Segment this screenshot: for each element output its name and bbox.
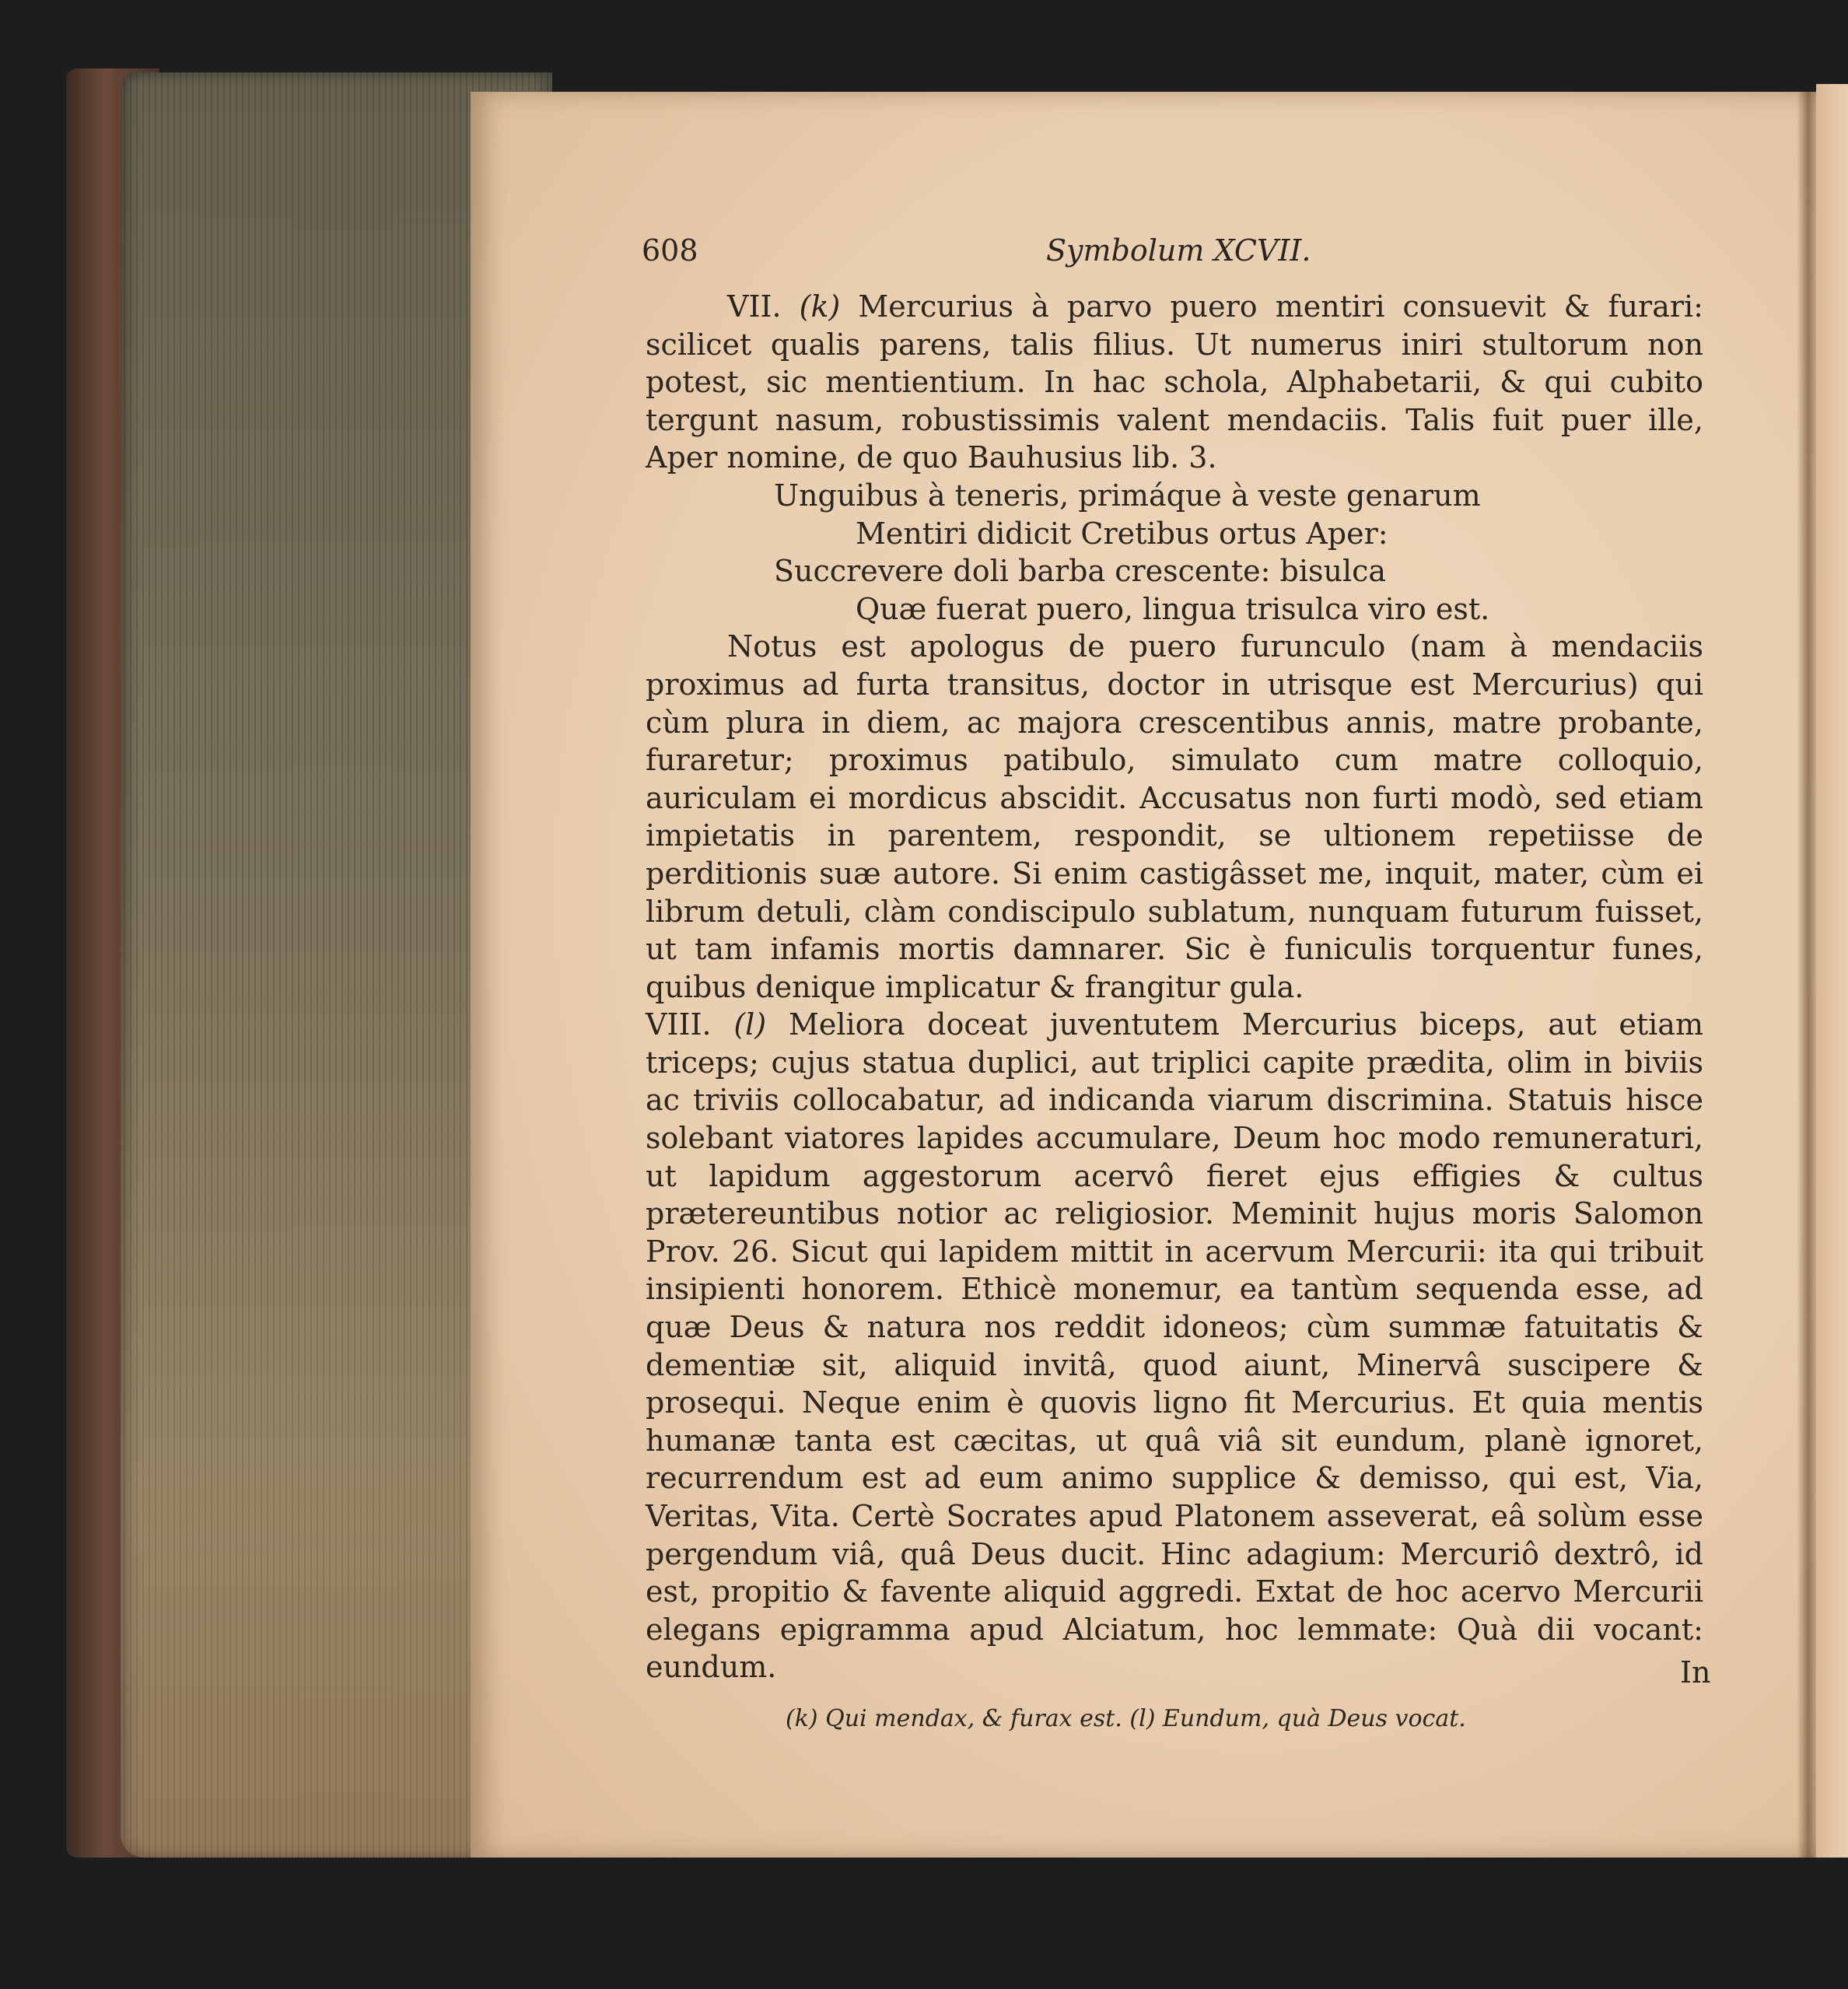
running-title: Symbolum XCVII. [1046,233,1311,268]
verse-line: Mentiri didicit Cretibus ortus Aper: [856,516,1388,551]
paragraph-viii [646,1006,1703,1686]
paragraph-vii [646,288,1703,477]
running-header [642,233,1381,272]
verse-line: Succrevere doli barba crescente: bisulca [774,554,1387,589]
note-ref-l: (l) [733,1007,767,1042]
page-number: 608 [642,233,698,268]
paragraph-apologus: Notus est apologus de puero furunculo (nam à mendaciis proximus ad furta transitus, doctor in utrisque est Mercurius) qui cùm plura in diem, ac majora crescentibus annis, matre probante, furaretur; proximus patibulo, simulato cum matre colloquio, auriculam ei mordicus abscidit. Accusatus non furti modò, sed etiam impietatis in parentem, respondit, se ultionem repetiisse de perditionis suæ autore. Si enim castigâsset me, inquit, mater, cùm ei librum detuli, clàm condiscipulo sublatum, nunquam futurum fuisset, ut tam infamis mortis damnarer. Sic è funiculis torquentur funes, quibus denique implicatur & frangitur gula. [646,629,1703,1004]
section-label-vii: VII. [727,289,782,324]
paragraph-vii-text: Mercurius à parvo puero mentiri consuevit & furari: scilicet qualis parens, talis filius. Ut numerus iniri stultorum non potest, sic mentientium. In hac schola, Alphabetarii, & qui cubito tergunt nasum, robustissimis valent mendaciis. Talis fuit puer ille, Aper nomine, de quo Bauhusius lib. 3. [646,289,1703,475]
verse-line: Quæ fuerat puero, lingua trisulca viro est. [856,591,1490,626]
verse-line: Unguibus à teneris, primáque à veste genarum [774,478,1481,513]
note-ref-k: (k) [799,289,841,324]
right-page-edge [1816,84,1848,1858]
footnotes: (k) Qui mendax, & furax est. (l) Eundum, quà Deus vocat. [786,1705,1466,1732]
section-label-viii: VIII. [646,1007,712,1042]
page-body [646,288,1703,1686]
paragraph-viii-text: Meliora doceat juventutem Mercurius biceps, aut etiam triceps; cujus statua duplici, aut triplici capite prædita, olim in biviis ac triviis collocabatur, ad indicanda viarum discrimina. Statuis hisce solebant viatores lapides accumulare, Deum hoc modo remuneraturi, ut lapidum aggestorum acervô fieret ejus effigies & cultus prætereuntibus notior ac religiosior. Meminit hujus moris Salomon Prov. 26. Sicut qui lapidem mittit in acervum Mercurii: ita qui tribuit insipienti honorem. Ethicè monemur, ea tantùm sequenda esse, ad quæ Deus & natura nos reddit idoneos; cùm summæ fatuitatis & dementiæ sit, aliquid invitâ, quod aiunt, Minervâ suscipere & prosequi. Neque enim è quovis ligno fit Mercurius. Et quia mentis humanæ tanta est cæcitas, ut quâ viâ sit eundum, planè ignoret, recurrendum est ad eum animo supplice & demisso, qui est, Via, Veritas, Vita. Certè Socrates apud Platonem asseverat, eâ solùm esse pergendum viâ, quâ Deus ducit. Hinc adagium: Mercuriô dextrô, id est, propitio & favente aliquid aggredi. Extat de hoc acervo Mercurii elegans epigramma apud Alciatum, hoc lemmate: Quà dii vocant: eundum. [646,1007,1703,1685]
catchword: In [1680,1655,1711,1690]
